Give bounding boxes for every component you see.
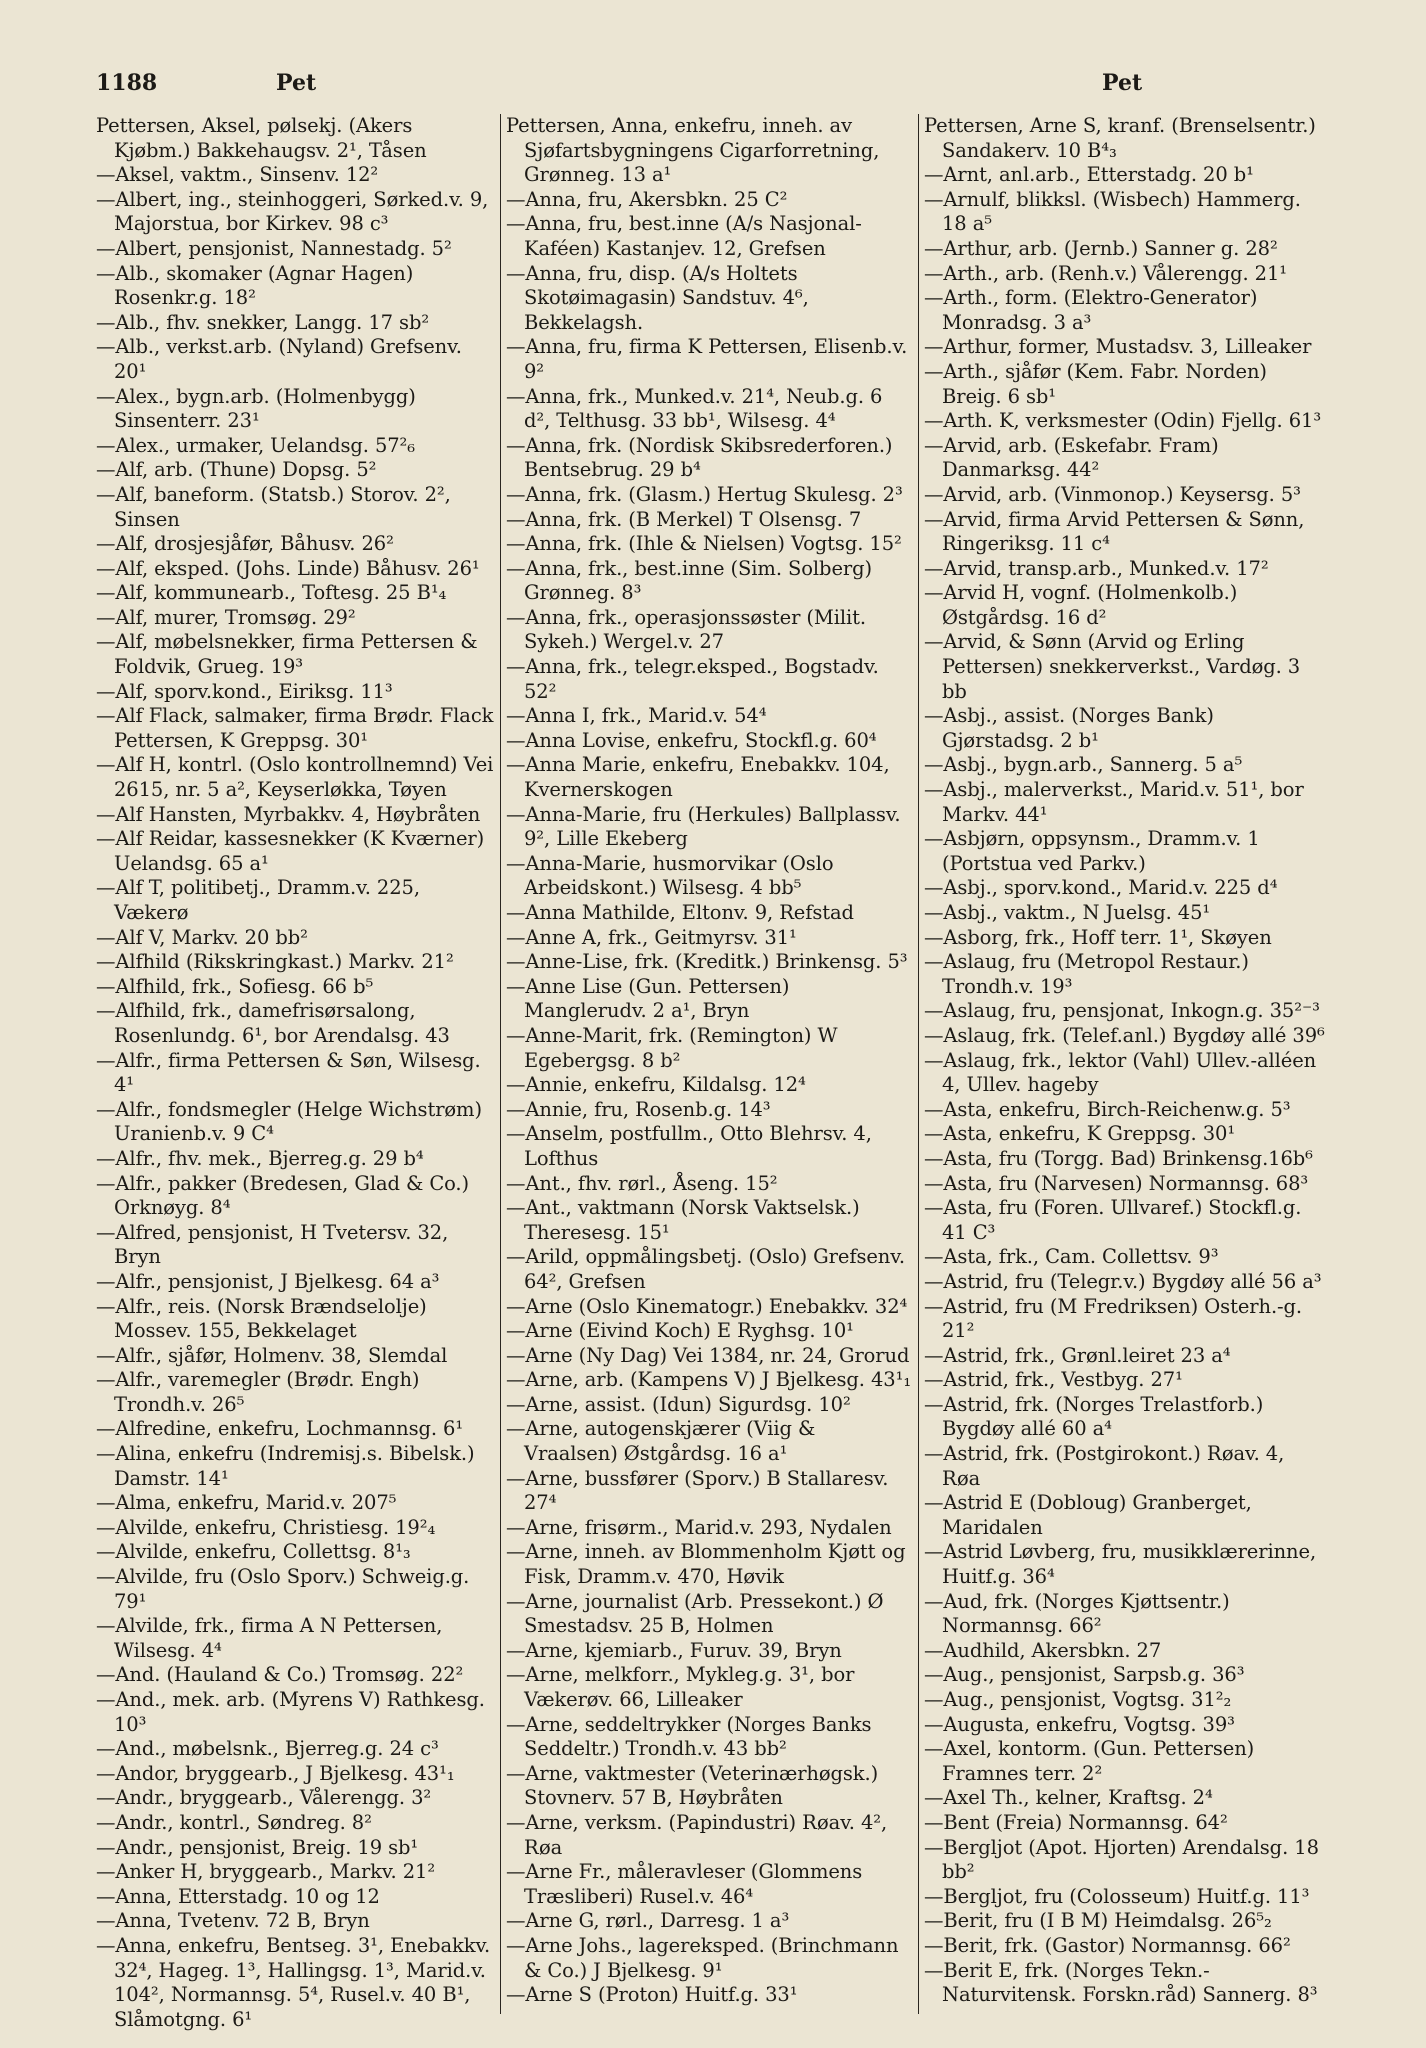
directory-entry: —Arne, inneh. av Blommenholm Kjøtt og Fisk, Dramm.v. 470, Høvik <box>506 1540 906 1589</box>
directory-entry: —Anna, fru, best.inne (A/s Nasjonal-Kaféen) Kastanjev. 12, Grefsen <box>506 212 862 260</box>
directory-entry: —Anna, frk., operasjonssøster (Milit. Sykeh.) Wergel.v. 27 <box>506 605 867 654</box>
directory-entry: —Ant., vaktmann (Norsk Vaktselsk.) Theresesg. 15¹ <box>506 1196 860 1244</box>
directory-entry: —Albert, pensjonist, Nannestadg. 5² <box>96 236 452 260</box>
directory-entry: —Anna, Etterstadg. 10 og 12 <box>96 1884 380 1908</box>
directory-entry: —Asbj., bygn.arb., Sannerg. 5 a⁵ <box>924 753 1243 777</box>
directory-entry: —Alf, eksped. (Johs. Linde) Båhusv. 26¹ <box>96 556 480 580</box>
directory-entry: —Anna-Marie, fru (Herkules) Ballplassv. 9², Lille Ekeberg <box>506 802 901 851</box>
directory-entry: —Arth., arb. (Renh.v.) Vålerengg. 21¹ <box>924 261 1287 285</box>
directory-entry: —Anna, frk., telegr.eksped., Bogstadv. 52² <box>506 655 879 703</box>
directory-entry: —Aslaug, fru (Metropol Restaur.) Trondh.v. 19³ <box>924 950 1249 998</box>
directory-entry: —Anna, Tvetenv. 72 B, Bryn <box>96 1909 370 1933</box>
directory-entry: —Astrid, frk. (Postgirokont.) Røav. 4, Røa <box>924 1442 1285 1490</box>
directory-entry: —Anna, frk. (B Merkel) T Olsensg. 7 <box>506 507 862 531</box>
directory-entry: —Astrid, frk. (Norges Trelastforb.) Bygdøy allé 60 a⁴ <box>924 1392 1264 1441</box>
directory-entry: —Alf, baneform. (Statsb.) Storov. 2², Sinsen <box>96 482 451 531</box>
directory-entry: —Arth., sjåfør (Kem. Fabr. Norden) Breig. 6 sb¹ <box>924 359 1267 408</box>
directory-entry: —Aug., pensjonist, Sarpsb.g. 36³ <box>924 1663 1245 1687</box>
directory-entry: —Arne Johs., lagereksped. (Brinchmann & Co.) J Bjelkesg. 9¹ <box>506 1933 899 1982</box>
directory-entry: —Augusta, enkefru, Vogtsg. 39³ <box>924 1712 1235 1736</box>
directory-entry: —Bergljot, fru (Colosseum) Huitf.g. 11³ <box>924 1884 1310 1908</box>
directory-entry: —Arvid, arb. (Vinmonop.) Keysersg. 5³ <box>924 482 1301 506</box>
directory-entry: —Anna-Marie, husmorvikar (Oslo Arbeidskont.) Wilsesg. 4 bb⁵ <box>506 851 834 900</box>
directory-entry: —Astrid Løvberg, fru, musikklærerinne, Huitf.g. 36⁴ <box>924 1540 1317 1589</box>
directory-entry: —Arvid H, vognf. (Holmenkolb.) Østgårdsg. 16 d² <box>924 581 1238 629</box>
directory-entry: —Berit E, frk. (Norges Tekn.-Naturvitensk. Forskn.råd) Sannerg. 8³ <box>924 1958 1318 2007</box>
directory-entry: —Anne-Marit, frk. (Remington) W Egebergsg. 8 b² <box>506 1023 838 1072</box>
directory-entry: —Arnt, anl.arb., Etterstadg. 20 b¹ <box>924 163 1254 187</box>
directory-entry: —Alfr., pensjonist, J Bjelkesg. 64 a³ <box>96 1269 440 1293</box>
directory-column-3 <box>924 114 1328 2024</box>
directory-entry: —Aslaug, frk. (Telef.anl.) Bygdøy allé 39⁶ <box>924 1023 1325 1047</box>
directory-entry: —Alvilde, fru (Oslo Sporv.) Schweig.g. 79¹ <box>96 1565 470 1613</box>
directory-entry: —And., mek. arb. (Myrens V) Rathkesg. 10³ <box>96 1688 485 1736</box>
directory-entry: —Asta, enkefru, Birch-Reichenw.g. 5³ <box>924 1097 1291 1121</box>
directory-entry: —Alfhild, frk., damefrisørsalong, Rosenlundg. 6¹, bor Arendalsg. 43 <box>96 999 450 1047</box>
directory-entry: —Arne (Eivind Koch) E Ryghsg. 10¹ <box>506 1319 854 1343</box>
directory-column-1 <box>96 114 494 2031</box>
directory-entry: —Asta, enkefru, K Greppsg. 30¹ <box>924 1122 1236 1146</box>
directory-entry: —Alma, enkefru, Marid.v. 207⁵ <box>96 1491 397 1515</box>
directory-entry: —Arne, melkforr., Mykleg.g. 3¹, bor Vækerøv. 66, Lilleaker <box>506 1663 855 1711</box>
directory-entry: —Albert, ing., steinhoggeri, Sørked.v. 9, Majorstua, bor Kirkev. 98 c³ <box>96 187 489 236</box>
directory-entry: —Annie, fru, Rosenb.g. 14³ <box>506 1097 771 1121</box>
directory-entry: —Axel Th., kelner, Kraftsg. 2⁴ <box>924 1786 1213 1810</box>
directory-entry: —Anna I, frk., Marid.v. 54⁴ <box>506 704 767 728</box>
directory-entry: —Asta, frk., Cam. Collettsv. 9³ <box>924 1245 1219 1269</box>
column-divider <box>918 114 919 2014</box>
directory-entry: —Aslaug, fru, pensjonat, Inkogn.g. 35²⁻³ <box>924 999 1320 1023</box>
directory-entry: —Arne, seddeltrykker (Norges Banks Seddeltr.) Trondh.v. 43 bb² <box>506 1712 872 1761</box>
directory-entry: —Arvid, firma Arvid Pettersen & Sønn, Ringeriksg. 11 c⁴ <box>924 507 1305 556</box>
directory-entry: —Ant., fhv. rørl., Åseng. 15² <box>506 1171 778 1195</box>
directory-entry: —Anne Lise (Gun. Pettersen) Manglerudv. 2 a¹, Bryn <box>506 974 790 1023</box>
directory-entry: —Alfr., sjåfør, Holmenv. 38, Slemdal <box>96 1343 448 1367</box>
directory-entry: —Astrid, frk., Vestbyg. 27¹ <box>924 1368 1183 1392</box>
directory-entry: —And. (Hauland & Co.) Tromsøg. 22² <box>96 1663 464 1687</box>
directory-entry: —Arvid, transp.arb., Munked.v. 17² <box>924 556 1269 580</box>
directory-entry: —Alf, murer, Tromsøg. 29² <box>96 605 356 629</box>
directory-entry: —Alb., verkst.arb. (Nyland) Grefsenv. 20¹ <box>96 335 462 383</box>
directory-entry: —Alfr., fhv. mek., Bjerreg.g. 29 b⁴ <box>96 1146 424 1170</box>
running-head-right: Pet <box>1102 70 1143 96</box>
directory-entry: —And., møbelsnk., Bjerreg.g. 24 c³ <box>96 1737 439 1761</box>
directory-entry: —Axel, kontorm. (Gun. Pettersen) Framnes terr. 2² <box>924 1737 1255 1785</box>
directory-entry: Pettersen, Anna, enkefru, inneh. av Sjøfartsbygningens Cigarforretning, Grønneg. 13 a¹ <box>506 114 880 187</box>
directory-entry: —Anna, fru, Akersbkn. 25 C² <box>506 187 788 211</box>
directory-entry: —Bent (Freia) Normannsg. 64² <box>924 1810 1228 1834</box>
page-number: 1188 <box>96 70 158 96</box>
directory-entry: —Arne G, rørl., Darresg. 1 a³ <box>506 1909 790 1933</box>
directory-entry: —Alf T, politibetj., Dramm.v. 225, Vækerø <box>96 876 420 924</box>
directory-entry: —Anna, frk., best.inne (Sim. Solberg) Grønneg. 8³ <box>506 556 872 605</box>
directory-entry: —Asborg, frk., Hoff terr. 1¹, Skøyen <box>924 925 1272 949</box>
directory-entry: —Asbj., assist. (Norges Bank) Gjørstadsg. 2 b¹ <box>924 704 1214 752</box>
directory-entry: —Anne A, frk., Geitmyrsv. 31¹ <box>506 925 797 949</box>
directory-entry: —Arne, vaktmester (Veterinærhøgsk.) Stovnerv. 57 B, Høybråten <box>506 1761 879 1810</box>
directory-entry: —Alf, sporv.kond., Eiriksg. 11³ <box>96 679 393 703</box>
directory-entry: —Anna Marie, enkefru, Enebakkv. 104, Kvernerskogen <box>506 753 890 802</box>
directory-entry: —Alf, arb. (Thune) Dopsg. 5² <box>96 458 377 482</box>
directory-entry: —Arne, frisørm., Marid.v. 293, Nydalen <box>506 1515 892 1539</box>
directory-entry: —Arth., form. (Elektro-Generator) Monradsg. 3 a³ <box>924 286 1258 334</box>
directory-entry: —Andr., pensjonist, Breig. 19 sb¹ <box>96 1835 419 1859</box>
directory-entry: —Alex., bygn.arb. (Holmenbygg) Sinsenterr. 23¹ <box>96 384 416 433</box>
directory-entry: —Anna Mathilde, Eltonv. 9, Refstad <box>506 901 854 924</box>
directory-entry: —Anna, fru, disp. (A/s Holtets Skotøimagasin) Sandstuv. 4⁶, Bekkelagsh. <box>506 261 809 334</box>
directory-entry: —Asbj., malerverkst., Marid.v. 51¹, bor Markv. 44¹ <box>924 778 1304 826</box>
directory-entry: —Alfr., pakker (Bredesen, Glad & Co.) Orknøyg. 8⁴ <box>96 1171 470 1220</box>
running-head-left: Pet <box>276 70 317 96</box>
directory-entry: —Andr., kontrl., Søndreg. 8² <box>96 1810 372 1834</box>
directory-entry: —Alvilde, enkefru, Christiesg. 19²₄ <box>96 1515 436 1539</box>
directory-entry: —Astrid, fru (M Fredriksen) Osterh.-g. 21² <box>924 1294 1303 1343</box>
directory-entry: —Alfhild, frk., Sofiesg. 66 b⁵ <box>96 974 374 998</box>
directory-entry: —Andr., bryggearb., Vålerengg. 3² <box>96 1786 432 1810</box>
directory-entry: —Anne-Lise, frk. (Kreditk.) Brinkensg. 5³ <box>506 950 908 974</box>
directory-entry: —Asbj., vaktm., N Juelsg. 45¹ <box>924 901 1211 924</box>
directory-entry: —Aksel, vaktm., Sinsenv. 12² <box>96 163 379 187</box>
directory-entry: —Arth. K, verksmester (Odin) Fjellg. 61³ <box>924 409 1322 433</box>
directory-entry: —Alina, enkefru (Indremisj.s. Bibelsk.) Damstr. 14¹ <box>96 1442 475 1490</box>
directory-entry: —Alfr., varemegler (Brødr. Engh) Trondh.v. 26⁵ <box>96 1368 420 1416</box>
directory-entry: Pettersen, Aksel, pølsekj. (Akers Kjøbm.) Bakkehaugsv. 2¹, Tåsen <box>96 114 427 162</box>
directory-entry: —Asta, fru (Foren. Ullvaref.) Stockfl.g. 41 C³ <box>924 1196 1302 1244</box>
directory-entry: —Arthur, arb. (Jernb.) Sanner g. 28² <box>924 236 1278 260</box>
directory-entry: —Alf V, Markv. 20 bb² <box>96 925 308 949</box>
directory-entry: —Alb., fhv. snekker, Langg. 17 sb² <box>96 310 430 334</box>
directory-entry: —Asta, fru (Narvesen) Normannsg. 68³ <box>924 1171 1309 1195</box>
directory-entry: —Annie, enkefru, Kildalsg. 12⁴ <box>506 1073 806 1097</box>
directory-entry: —Aug., pensjonist, Vogtsg. 31²₂ <box>924 1688 1232 1711</box>
directory-entry: —Anna, frk. (Glasm.) Hertug Skulesg. 2³ <box>506 482 903 506</box>
directory-entry: —Alf Reidar, kassesnekker (K Kværner) Uelandsg. 65 a¹ <box>96 827 485 875</box>
directory-entry: Pettersen, Arne S, kranf. (Brenselsentr.) Sandakerv. 10 B⁴₃ <box>924 114 1316 162</box>
directory-entry: —Alfr., firma Pettersen & Søn, Wilsesg. 4¹ <box>96 1048 481 1097</box>
directory-entry: —Astrid, frk., Grønl.leiret 23 a⁴ <box>924 1343 1231 1367</box>
directory-entry: —Anna, enkefru, Bentseg. 3¹, Enebakkv. 32⁴, Hageg. 1³, Hallingsg. 1³, Marid.v. 104², Normannsg. 5⁴, Rusel.v. 40 B¹, Slåmotgng. 6¹ <box>96 1933 491 2031</box>
directory-entry: —Arne, journalist (Arb. Pressekont.) Ø Smestadsv. 25 B, Holmen <box>506 1589 884 1638</box>
directory-entry: —Alf H, kontrl. (Oslo kontrollnemnd) Vei 2615, nr. 5 a², Keyserløkka, Tøyen <box>96 753 494 802</box>
directory-entry: —Berit, fru (I B M) Heimdalsg. 26⁵₂ <box>924 1909 1272 1933</box>
directory-entry: —Alfhild (Rikskringkast.) Markv. 21² <box>96 950 454 974</box>
directory-entry: —Arne S (Proton) Huitf.g. 33¹ <box>506 1983 798 2007</box>
directory-entry: —Arvid, arb. (Eskefabr. Fram) Danmarksg. 44² <box>924 433 1219 482</box>
directory-entry: —Alfr., fondsmegler (Helge Wichstrøm) Uranienb.v. 9 C⁴ <box>96 1097 482 1146</box>
directory-entry: —Arne, bussfører (Sporv.) B Stallaresv. 27⁴ <box>506 1466 889 1515</box>
directory-entry: —Arne, assist. (Idun) Sigurdsg. 10² <box>506 1392 851 1416</box>
directory-entry: —Alf Hansten, Myrbakkv. 4, Høybråten <box>96 802 481 826</box>
directory-entry: —Arthur, former, Mustadsv. 3, Lilleaker <box>924 335 1312 359</box>
directory-entry: —Asbjørn, oppsynsm., Dramm.v. 1 (Portstua ved Parkv.) <box>924 827 1260 875</box>
directory-entry: —Arnulf, blikksl. (Wisbech) Hammerg. 18 a⁵ <box>924 187 1301 236</box>
directory-entry: —Alfr., reis. (Norsk Brændselolje) Mossev. 155, Bekkelaget <box>96 1294 427 1343</box>
directory-entry: —Berit, frk. (Gastor) Normannsg. 66² <box>924 1933 1291 1957</box>
directory-entry: —Alf, drosjesjåfør, Båhusv. 26² <box>96 532 394 556</box>
directory-entry: —Astrid E (Dobloug) Granberget, Maridalen <box>924 1491 1252 1539</box>
directory-entry: —Bergljot (Apot. Hjorten) Arendalsg. 18 bb² <box>924 1835 1319 1884</box>
directory-entry: —Arne (Oslo Kinematogr.) Enebakkv. 32⁴ <box>506 1294 908 1318</box>
directory-entry: —Arne Fr., måleravleser (Glommens Træsliberi) Rusel.v. 46⁴ <box>506 1860 863 1908</box>
directory-entry: —Alvilde, frk., firma A N Pettersen, Wilsesg. 4⁴ <box>96 1614 443 1662</box>
directory-entry: —Alfred, pensjonist, H Tvetersv. 32, Bryn <box>96 1220 449 1269</box>
directory-entry: —Arne, verksm. (Papindustri) Røav. 4², Røa <box>506 1810 888 1859</box>
directory-entry: —Alf, møbelsnekker, firma Pettersen & Foldvik, Grueg. 19³ <box>96 630 478 679</box>
directory-entry: —Anna, frk. (Ihle & Nielsen) Vogtsg. 15² <box>506 532 902 556</box>
directory-entry: —Anna Lovise, enkefru, Stockfl.g. 60⁴ <box>506 728 877 752</box>
directory-entry: —Aslaug, frk., lektor (Vahl) Ullev.-alléen 4, Ullev. hageby <box>924 1048 1317 1097</box>
directory-entry: —Astrid, fru (Telegr.v.) Bygdøy allé 56 a³ <box>924 1269 1322 1293</box>
directory-entry: —Arne, kjemiarb., Furuv. 39, Bryn <box>506 1638 842 1662</box>
directory-entry: —Arvid, & Sønn (Arvid og Erling Pettersen) snekkerverkst., Vardøg. 3 bb <box>924 630 1301 703</box>
directory-entry: —Asta, fru (Torgg. Bad) Brinkensg.16b⁶ <box>924 1146 1313 1170</box>
directory-entry: —Audhild, Akersbkn. 27 <box>924 1638 1162 1662</box>
directory-entry: —Anna, frk. (Nordisk Skibsrederforen.) Bentsebrug. 29 b⁴ <box>506 433 893 482</box>
directory-entry: —Alfredine, enkefru, Lochmannsg. 6¹ <box>96 1417 464 1441</box>
directory-entry: —Alf Flack, salmaker, firma Brødr. Flack Pettersen, K Greppsg. 30¹ <box>96 704 494 752</box>
directory-column-2 <box>506 114 914 2024</box>
directory-entry: —Arne, autogenskjærer (Viig & Vraalsen) Østgårdsg. 16 a¹ <box>506 1417 816 1466</box>
directory-entry: —Anselm, postfullm., Otto Blehrsv. 4, Lofthus <box>506 1122 872 1170</box>
directory-entry: —Alf, kommunearb., Toftesg. 25 B¹₄ <box>96 581 447 605</box>
directory-entry: —Asbj., sporv.kond., Marid.v. 225 d⁴ <box>924 876 1278 900</box>
directory-entry: —Anna, fru, firma K Pettersen, Elisenb.v. 9² <box>506 335 908 383</box>
directory-entry: —Arne (Ny Dag) Vei 1384, nr. 24, Grorud <box>506 1343 910 1367</box>
column-divider <box>500 114 501 2014</box>
directory-entry: —Arild, oppmålingsbetj. (Oslo) Grefsenv. 64², Grefsen <box>506 1245 905 1293</box>
directory-entry: —Alvilde, enkefru, Collettsg. 8¹₃ <box>96 1540 411 1564</box>
directory-entry: —Aud, frk. (Norges Kjøttsentr.) Normannsg. 66² <box>924 1589 1230 1638</box>
directory-entry: —Anker H, bryggearb., Markv. 21² <box>96 1860 436 1884</box>
directory-entry: —Alex., urmaker, Uelandsg. 57²₆ <box>96 433 415 457</box>
directory-entry: —Alb., skomaker (Agnar Hagen) Rosenkr.g. 18² <box>96 261 414 310</box>
directory-entry: —Anna, frk., Munked.v. 21⁴, Neub.g. 6 d², Telthusg. 33 bb¹, Wilsesg. 4⁴ <box>506 384 883 433</box>
directory-entry: —Andor, bryggearb., J Bjelkesg. 43¹₁ <box>96 1761 455 1785</box>
directory-entry: —Arne, arb. (Kampens V) J Bjelkesg. 43¹₁ <box>506 1368 912 1392</box>
